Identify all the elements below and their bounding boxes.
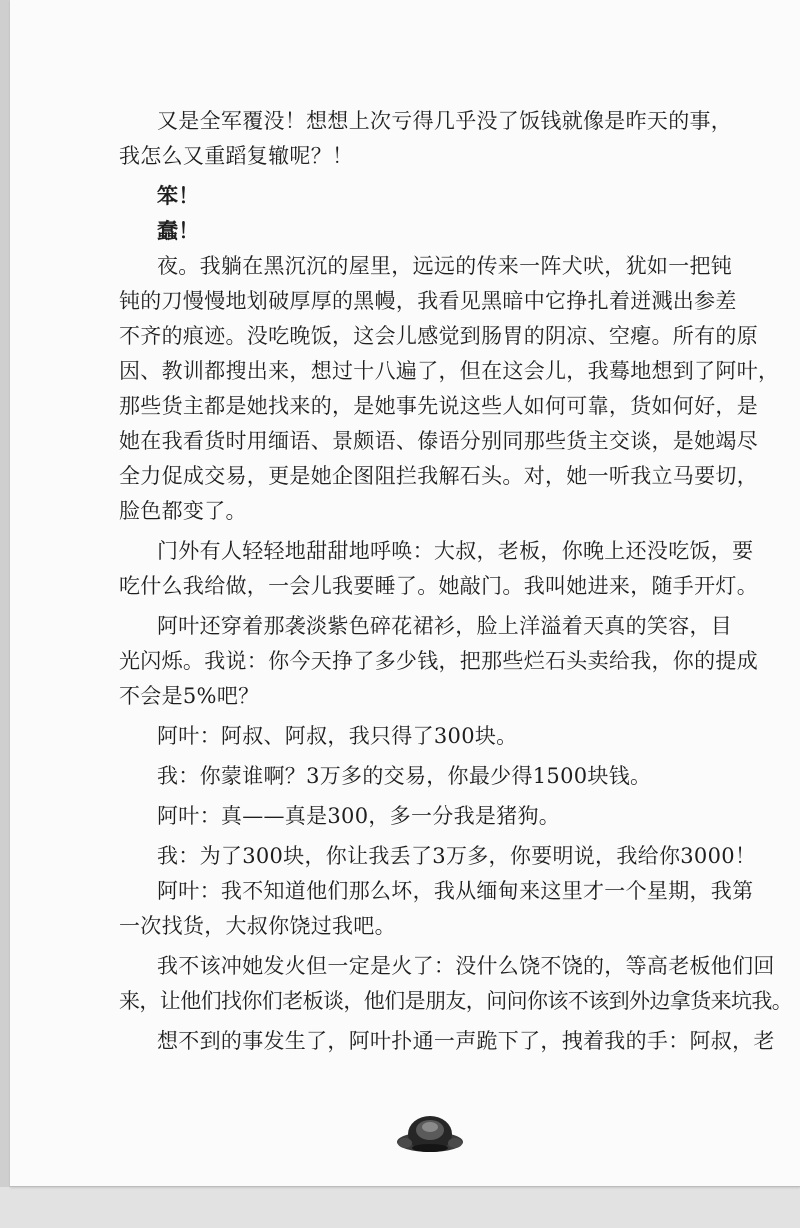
text-line: 阿叶还穿着那袭淡紫色碎花裙衫，脸上洋溢着天真的笑容，目 [157,614,733,638]
scan-bottom-margin [0,1187,800,1228]
body-text [10,0,800,1186]
text-line: 她在我看货时用缅语、景颇语、傣语分别同那些货主交谈，是她竭尽 [119,429,758,453]
text-line: 笨！ [157,183,200,208]
text-line: 脸色都变了。 [119,499,247,523]
text-line: 不会是5%吧？ [119,684,260,708]
text-line: 门外有人轻轻地甜甜地呼唤：大叔，老板，你晚上还没吃饭，要 [157,539,754,563]
book-page [10,0,800,1187]
text-line: 夜。我躺在黑沉沉的屋里，远远的传来一阵犬吠，犹如一把钝 [157,254,733,278]
text-line: 想不到的事发生了，阿叶扑通一声跪下了，拽着我的手：阿叔，老 [157,1029,775,1053]
text-line: 阿叶：真——真是300，多一分我是猪狗。 [157,804,561,828]
text-line: 我怎么又重蹈复辙呢？！ [119,144,354,168]
text-line: 不齐的痕迹。没吃晚饭，这会儿感觉到肠胃的阴凉、空瘪。所有的原 [119,324,758,348]
text-line: 阿叶：阿叔、阿叔，我只得了300块。 [157,724,518,748]
decorative-ornament-icon [395,1112,465,1158]
text-line: 我：你蒙谁啊？3万多的交易，你最少得1500块钱。 [157,764,652,788]
text-line: 钝的刀慢慢地划破厚厚的黑幔，我看见黑暗中它挣扎着迸溅出参差 [119,289,737,313]
text-line: 吃什么我给做，一会儿我要睡了。她敲门。我叫她进来，随手开灯。 [119,574,758,598]
text-line: 阿叶：我不知道他们那么坏，我从缅甸来这里才一个星期，我第 [157,879,754,903]
text-line: 那些货主都是她找来的，是她事先说这些人如何可靠，货如何好，是 [119,394,758,418]
text-line: 全力促成交易，更是她企图阻拦我解石头。对，她一听我立马要切， [119,464,758,488]
text-line: 又是全军覆没！想想上次亏得几乎没了饭钱就像是昨天的事， [157,109,733,133]
text-line: 因、教训都搜出来，想过十八遍了，但在这会儿，我蓦地想到了阿叶， [119,359,780,383]
text-line: 蠢！ [157,218,200,243]
scan-left-margin [0,0,10,1228]
text-line: 光闪烁。我说：你今天挣了多少钱，把那些烂石头卖给我，你的提成 [119,649,758,673]
text-line: 我：为了300块，你让我丢了3万多，你要明说，我给你3000！ [157,844,757,868]
text-line: 一次找货，大叔你饶过我吧。 [119,914,396,938]
text-line: 来，让他们找你们老板谈，他们是朋友，问问你该不该到外边拿货来坑我。 [119,989,793,1013]
text-line: 我不该冲她发火但一定是火了：没什么饶不饶的，等高老板他们回 [157,954,775,978]
